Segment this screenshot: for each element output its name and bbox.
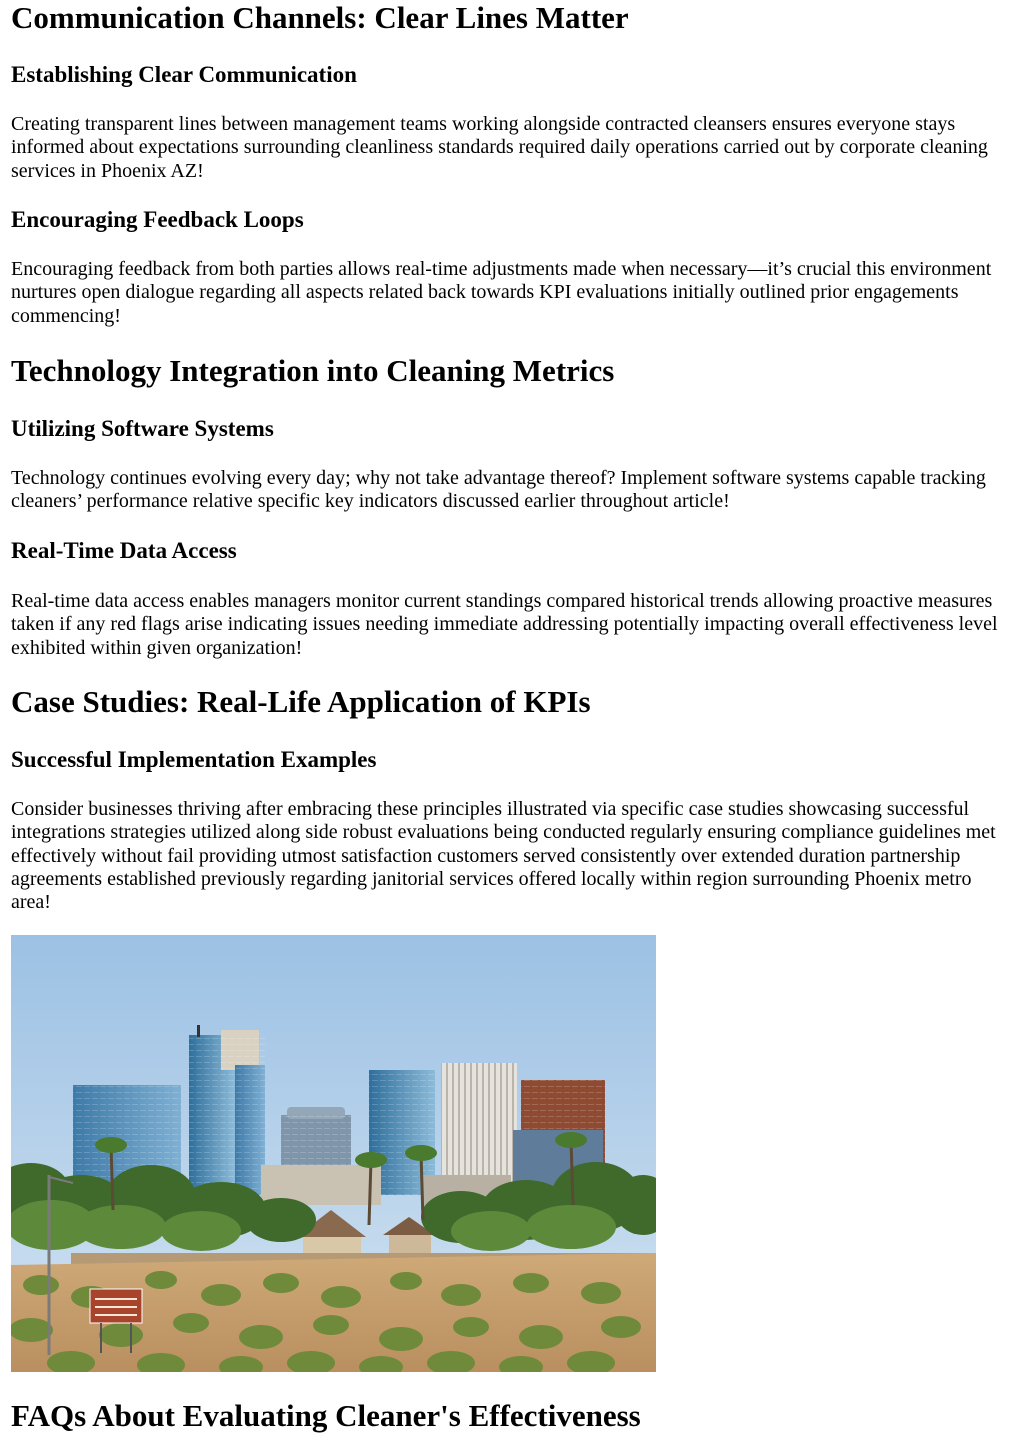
paragraph-successful-implementation-examples: Consider businesses thriving after embracing these principles illustrated via specific case studies showcasing successful integrations strategies utilized along side robust evaluations being conducted regularly ensuring compliance guidelines met effectively without fail providing utmost satisfaction customers served consistently over extended duration partnership agreements established previously regarding janitorial services offered locally within region surrounding Phoenix metro area! [11, 798, 996, 914]
subsection-heading-establishing-clear-communication: Establishing Clear Communication [11, 62, 357, 87]
section-heading-technology-integration: Technology Integration into Cleaning Metrics [11, 353, 615, 388]
subsection-heading-real-time-data-access: Real-Time Data Access [11, 538, 237, 563]
subsection-heading-encouraging-feedback-loops: Encouraging Feedback Loops [11, 207, 304, 232]
paragraph-encouraging-feedback-loops: Encouraging feedback from both parties allows real-time adjustments made when necessary—it’s crucial this environment nurtures open dialogue regarding all aspects related back towards KPI evaluations initially outlined prior engagements commencing! [11, 258, 992, 327]
section-heading-communication-channels: Communication Channels: Clear Lines Matter [11, 0, 629, 35]
phoenix-skyline-photo [11, 935, 656, 1372]
paragraph-establishing-clear-communication: Creating transparent lines between management teams working alongside contracted cleansers ensures everyone stays informed about expectations surrounding cleanliness standards required daily operations carried out by corporate cleaning services in Phoenix AZ! [11, 113, 988, 182]
paragraph-utilizing-software-systems: Technology continues evolving every day; why not take advantage thereof? Implement software systems capable tracking cleaners’ performance relative specific key indicators discussed earlier throughout article! [11, 467, 986, 513]
subsection-heading-successful-implementation-examples: Successful Implementation Examples [11, 747, 377, 772]
section-heading-faqs: FAQs About Evaluating Cleaner's Effectiveness [11, 1398, 641, 1433]
paragraph-real-time-data-access: Real-time data access enables managers monitor current standings compared historical trends allowing proactive measures taken if any red flags arise indicating issues needing immediate addressing potentially impacting overall effectiveness level exhibited within given organization! [11, 590, 998, 659]
subsection-heading-utilizing-software-systems: Utilizing Software Systems [11, 416, 274, 441]
section-heading-case-studies: Case Studies: Real-Life Application of KPIs [11, 684, 591, 719]
